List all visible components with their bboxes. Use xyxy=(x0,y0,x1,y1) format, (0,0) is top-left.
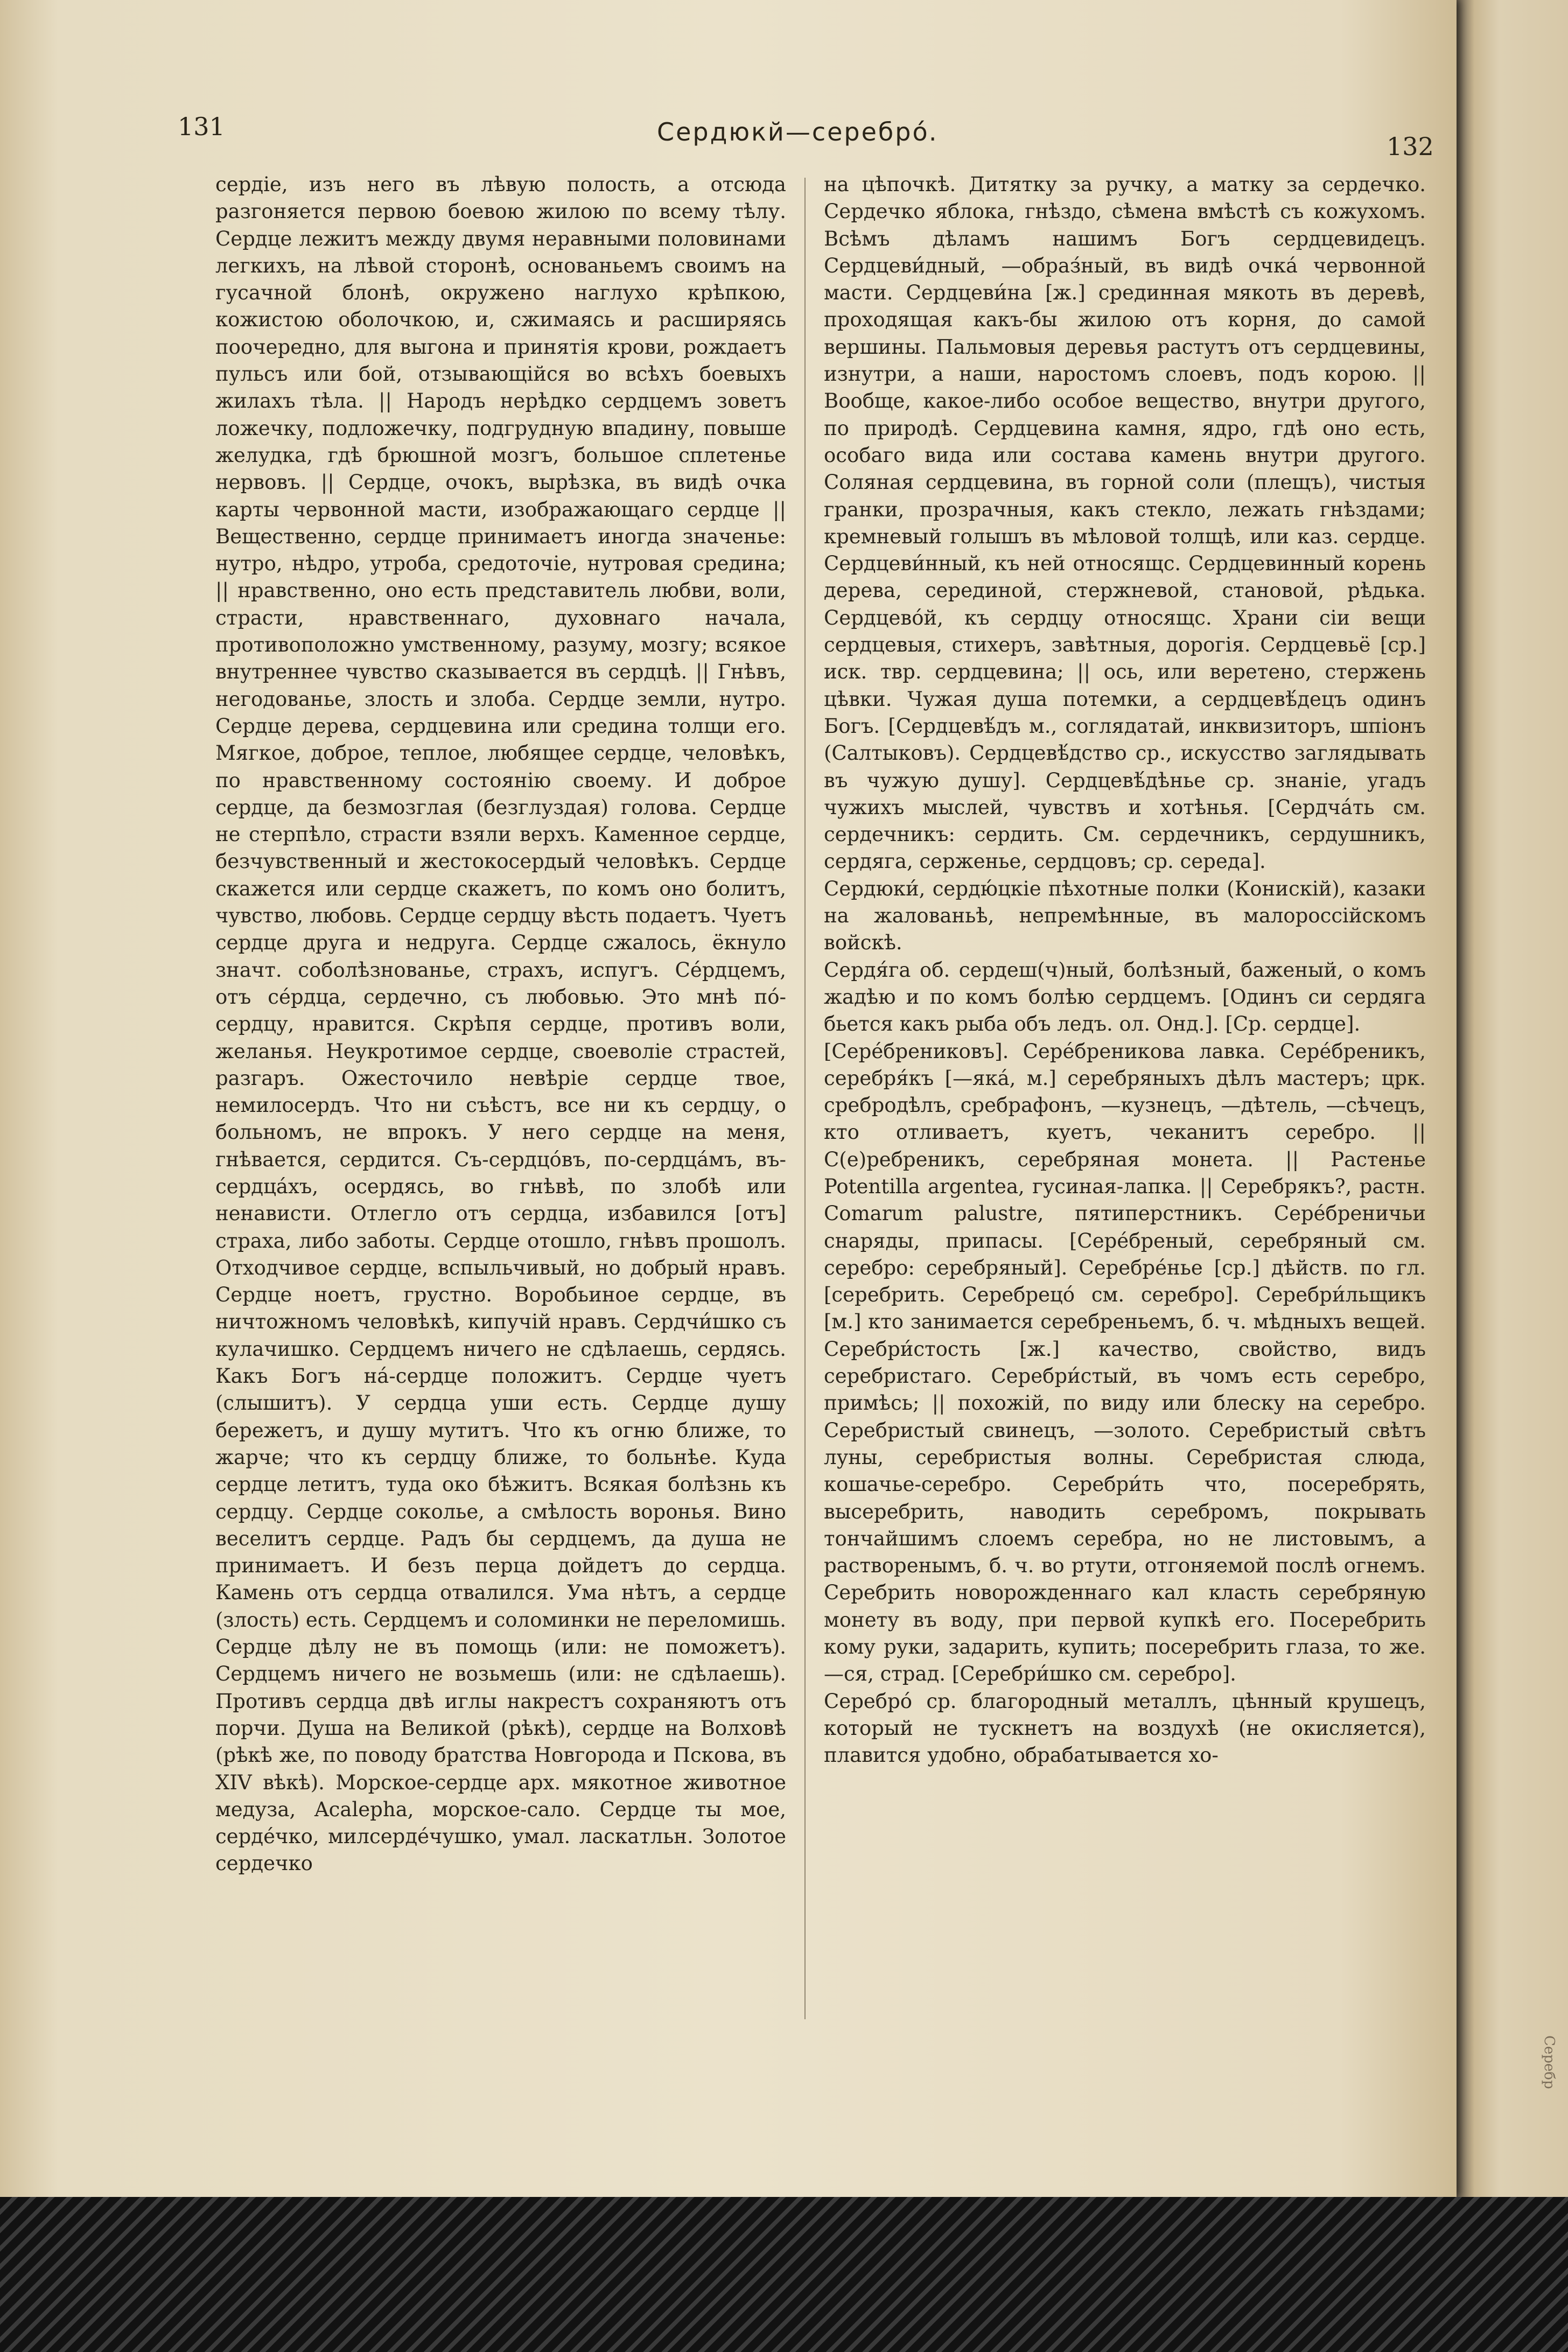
right-page-number: 132 xyxy=(1387,132,1434,161)
column-divider xyxy=(804,178,806,2019)
running-header: Сердюкй—серебрó. xyxy=(657,117,939,146)
adjacent-page-text: Серебр xyxy=(1541,2035,1557,2089)
adjacent-page-edge xyxy=(1454,0,1568,2208)
scanner-bed-pattern xyxy=(0,2197,1568,2352)
left-text-column: сердіе, изъ него въ лѣвую полость, а отсюда разгоняется первою боевою жилою по всему тѣлу. Сердце лежитъ между двумя неравными половинами легкихъ, на лѣвой сторонѣ, основаньемъ своимъ на гусачной блонѣ, окружено наглухо крѣпкою, кожистою оболочкою, и, сжимаясь и расширяясь поочередно, для выгона и принятія крови, рождаетъ пульсъ или бой, отзывающійся во всѣхъ боевыхъ жилахъ тѣла. || Народъ нерѣдко сердцемъ зоветъ ложечку, подложечку, подгрудную впадину, повыше желудка, гдѣ брюшной мозгъ, большое сплетенье нервовъ. || Сердце, очокъ, вырѣзка, въ видѣ очка карты червонной масти, изображающаго сердце || Вещественно, сердце принимаетъ иногда значенье: нутро, нѣдро, утроба, средоточіе, нутровая средина; || нравственно, оно есть представитель любви, воли, страсти, нравственнаго, духовнаго начала, противоположно умственному, разуму, мозгу; всякое внутреннее чувство сказывается въ сердцѣ. || Гнѣвъ, негодованье, злость и злоба. Сердце земли, нутро. Сердце дерева, сердцевина или средина толщи его. Мягкое, доброе, теплое, любящее сердце, человѣкъ, по нравственному состоянію своему. И доброе сердце, да безмозглая (безглуздая) голова. Сердце не стерпѣло, страсти взяли верхъ. Каменное сердце, безчувственный и жестокосердый человѣкъ. Сердце скажется или сердце скажетъ, по комъ оно болитъ, чувство, любовь. Сердце сердцу вѣсть подаетъ. Чуетъ сердце друга и недруга. Сердце сжалось, ёкнуло значт. соболѣзнованье, страхъ, испугъ. Сéрдцемъ, отъ сéрдца, сердечно, съ любовью. Это мнѣ пó-сердцу, нравится. Скрѣпя сердце, противъ воли, желанья. Неукротимое сердце, своеволіе страстей, разгаръ. Ожесточило невѣріе сердце твое, немилосердъ. Что ни съѣстъ, все ни къ сердцу, о больномъ, не впрокъ. У него сердце на меня, гнѣвается, сердится. Съ-сердцóвъ, по-сердцáмъ, въ-сердцáхъ, осердясь, во гнѣвѣ, по злобѣ или ненависти. Отлегло отъ сердца, избавился [отъ] страха, либо заботы. Сердце отошло, гнѣвъ прошолъ. Отходчивое сердце, вспыльчивый, но добрый нравъ. Сердце ноетъ, грустно. Воробьиное сердце, въ ничтожномъ человѣкѣ, кипучій нравъ. Сердчи́шко съ кулачишко. Сердцемъ ничего не сдѣлаешь, сердясь. Какъ Богъ нá-сердце положитъ. Сердце чуетъ (слышитъ). У сердца уши есть. Сердце душу бережетъ, и душу мутитъ. Что къ огню ближе, то жарче; что къ сердцу ближе, то больнѣе. Куда сердце летитъ, туда око бѣжитъ. Всякая болѣзнь къ сердцу. Сердце соколье, а смѣлость воронья. Вино веселитъ сердце. Радъ бы сердцемъ, да душа не принимаетъ. И безъ перца дойдетъ до сердца. Камень отъ сердца отвалился. Ума нѣтъ, а сердце (злость) есть. Сердцемъ и соломинки не переломишь. Сердце дѣлу не въ помощь (или: не поможетъ). Сердцемъ ничего не возьмешь (или: не сдѣлаешь). Противъ сердца двѣ иглы накрестъ сохраняютъ отъ порчи. Душа на Великой (рѣкѣ), сердце на Волховѣ (рѣкѣ же, по поводу братства Новгорода и Пскова, въ XIV вѣкѣ). Морское-сердце арх. мякотное животное медуза, Acalepha, морское-сало. Сердце ты мое, сердéчко, милсердéчушко, умал. ласкатльн. Золотое сердечко xyxy=(215,173,786,1875)
right-text-column: на цѣпочкѣ. Дитятку за ручку, а матку за сердечко. Сердечко яблока, гнѣздо, сѣмена вмѣстѣ съ кожухомъ. Всѣмъ дѣламъ нашимъ Богъ сердцевидецъ. Сердцеви́дный, —образ́ный, въ видѣ очкá червонной масти. Сердцеви́на [ж.] срединная мякоть въ деревѣ, проходящая какъ-бы жилою отъ корня, до самой вершины. Пальмовыя деревья растутъ отъ сердцевины, изнутри, а наши, наростомъ слоевъ, подъ корою. || Вообще, какое-либо особое вещество, внутри другого, по природѣ. Сердцевина камня, ядро, гдѣ оно есть, особаго вида или состава камень внутри другого. Соляная сердцевина, въ горной соли (плещъ), чистыя гранки, прозрачныя, какъ стекло, лежать гнѣздами; кремневый голышъ въ мѣловой толщѣ, или каз. сердце. Сердцеви́нный, къ ней относящс. Сердцевинный корень дерева, серединой, стержневой, становой, рѣдька. Сердцевóй, къ сердцу относящс. Храни сіи вещи сердцевыя, стихеръ, завѣтныя, дорогія. Сердцевьё [ср.] иск. твр. сердцевина; || ось, или веретено, стержень цѣвки. Чужая душа потемки, а сердцевѣ́децъ одинъ Богъ. [Сердцевѣ́дъ м., соглядатай, инквизиторъ, шпіонъ (Салтыковъ). Сердцевѣ́дство ср., искусство заглядывать въ чужую душу]. Сердцевѣ́дѣнье ср. знаніе, угадъ чужихъ мыслей, чувствъ и хотѣнья. [Сердчáть см. сердечникъ: сердить. См. сердечникъ, сердушникъ, сердяга, серженье, сердцовъ; ср. середа]. Сердюки́, сердю́цкіе пѣхотные полки (Конискій), казаки на жалованьѣ, непремѣнные, въ малороссійскомъ войскѣ. Сердя́га об. сердеш(ч)ный, болѣзный, баженый, о комъ жадѣю и по комъ болѣю сердцемъ. [Одинъ си сердяга бьется какъ рыба объ ледъ. ол. Онд.]. [Ср. сердце]. [Серéбрениковъ]. Серéбреникова лавка. Серéбреникъ, серебря́къ [—якá, м.] серебряныхъ дѣлъ мастеръ; црк. сребродѣлъ, сребрафонъ, —кузнецъ, —дѣтель, —сѣчецъ, кто отливаетъ, куетъ, чеканитъ серебро. || С(е)ребреникъ, серебряная монета. || Растенье Potentilla argentea, гусиная-лапка. || Серебрякъ?, растн. Comarum palustre, пятиперстникъ. Серéбреничьи снаряды, припасы. [Серéбреный, серебряный см. серебро: серебряный]. Серебрéнье [ср.] дѣйств. по гл. [серебрить. Серебрецó см. серебро]. Серебри́льщикъ [м.] кто занимается серебреньемъ, б. ч. мѣдныхъ вещей. Серебри́стость [ж.] качество, свойство, видъ серебристаго. Серебри́стый, въ чомъ есть серебро, примѣсь; || похожій, по виду или блеску на серебро. Серебристый свинецъ, —золото. Серебристый свѣтъ луны, серебристыя волны. Серебристая слюда, кошачье-серебро. Серебри́ть что, посеребрять, высеребрить, наводить серебромъ, покрывать тончайшимъ слоемъ серебра, но не листовымъ, а растворенымъ, б. ч. во ртути, отгоняемой послѣ огнемъ. Серебрить новорожденнаго кал класть серебряную монету въ воду, при первой купкѣ его. Посеребрить кому руки, задарить, купить; посеребрить глаза, то же. —ся, страд. [Серебри́шко см. серебро]. Серебрó ср. благородный металлъ, цѣнный крушецъ, который не тускнетъ на воздухѣ (не окисляется), плавится удобно, обрабатывается хо- xyxy=(824,173,1426,1767)
left-page-number: 131 xyxy=(178,112,225,141)
